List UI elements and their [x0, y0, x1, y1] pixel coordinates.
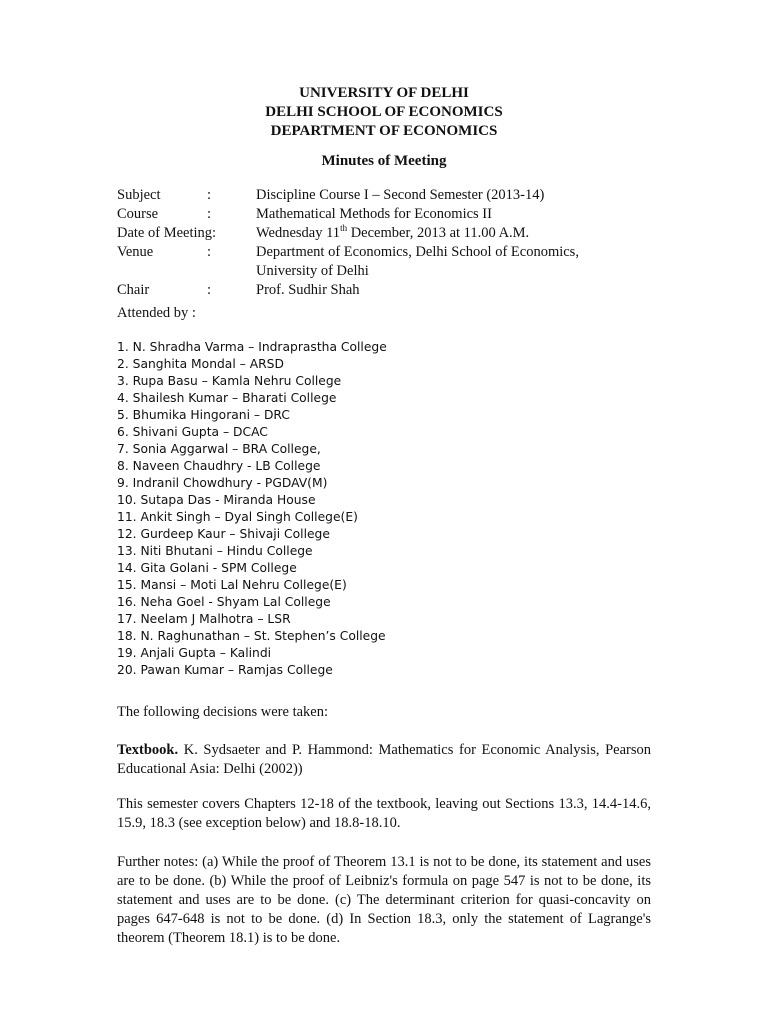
- list-item: 9. Indranil Chowdhury - PGDAV(M): [117, 476, 328, 490]
- list-item: 17. Neelam J Malhotra – LSR: [117, 612, 291, 626]
- list-item: 11. Ankit Singh – Dyal Singh College(E): [117, 510, 358, 524]
- chair-row: [117, 281, 657, 300]
- course-label: Course: [117, 206, 159, 222]
- subject-row: [117, 186, 657, 205]
- chair-colon: :: [207, 282, 212, 298]
- decisions-intro: The following decisions were taken:: [117, 704, 328, 720]
- chair-value: Prof. Sudhir Shah: [256, 282, 360, 298]
- list-item: 2. Sanghita Mondal – ARSD: [117, 357, 284, 371]
- list-item: 20. Pawan Kumar – Ramjas College: [117, 663, 333, 677]
- coverage-paragraph: This semester covers Chapters 12-18 of the textbook, leaving out Sections 13.3, 14.4-14.6, 15.9, 18.3 (see exception below) and 18.8-18.10.: [117, 796, 651, 831]
- list-item: 4. Shailesh Kumar – Bharati College: [117, 391, 337, 405]
- subject-value: Discipline Course I – Second Semester (2013-14): [256, 187, 545, 203]
- course-value: Mathematical Methods for Economics II: [256, 206, 492, 222]
- venue-value-line2: University of Delhi: [256, 263, 369, 279]
- list-item: 16. Neha Goel - Shyam Lal College: [117, 595, 331, 609]
- notes-paragraph: Further notes: (a) While the proof of Theorem 13.1 is not to be done, its statement and uses are to be done. (b) While the proof of Leibniz's formula on page 547 is not to be done, its statement and uses are to be done. (c) The determinant criterion for quasi-concavity on pages 647-648 is not to be done. (d) In Section 18.3, only the statement of Lagrange's theorem (Theorem 18.1) is to be done.: [117, 854, 651, 946]
- date-row: [117, 224, 657, 243]
- textbook-label: Textbook.: [117, 742, 179, 758]
- venue-value: [256, 243, 656, 281]
- attended-by-heading: Attended by :: [117, 305, 196, 321]
- textbook-paragraph: [117, 741, 651, 779]
- venue-colon: :: [207, 244, 212, 260]
- date-value-ordinal: th: [340, 223, 348, 233]
- venue-value-line1: Department of Economics, Delhi School of Economics,: [256, 244, 579, 260]
- textbook-text: K. Sydsaeter and P. Hammond: Mathematics for Economic Analysis, Pearson Educational Asia: Delhi (2002)): [117, 742, 651, 777]
- list-item: 18. N. Raghunathan – St. Stephen’s College: [117, 629, 386, 643]
- course-row: [117, 205, 657, 224]
- document-header: [0, 84, 768, 141]
- page-title: Minutes of Meeting: [321, 153, 447, 169]
- attendee-list: [117, 339, 387, 679]
- list-item: 6. Shivani Gupta – DCAC: [117, 425, 268, 439]
- meeting-details: [117, 186, 657, 300]
- school-name: DELHI SCHOOL OF ECONOMICS: [265, 104, 503, 120]
- list-item: 12. Gurdeep Kaur – Shivaji College: [117, 527, 330, 541]
- list-item: 8. Naveen Chaudhry - LB College: [117, 459, 321, 473]
- department-name: DEPARTMENT OF ECONOMICS: [270, 123, 498, 139]
- list-item: 13. Niti Bhutani – Hindu College: [117, 544, 313, 558]
- subject-colon: :: [207, 187, 212, 203]
- date-value-rest: December, 2013 at 11.00 A.M.: [347, 225, 530, 241]
- list-item: 19. Anjali Gupta – Kalindi: [117, 646, 272, 660]
- list-item: 7. Sonia Aggarwal – BRA College,: [117, 442, 321, 456]
- list-item: 15. Mansi – Moti Lal Nehru College(E): [117, 578, 347, 592]
- list-item: 1. N. Shradha Varma – Indraprastha College: [117, 340, 387, 354]
- university-name: UNIVERSITY OF DELHI: [299, 85, 469, 101]
- subject-label: Subject: [117, 187, 161, 203]
- list-item: 14. Gita Golani - SPM College: [117, 561, 297, 575]
- date-value-day: Wednesday 11: [256, 225, 341, 241]
- venue-row: [117, 243, 657, 281]
- venue-label: Venue: [117, 244, 154, 260]
- chair-label: Chair: [117, 282, 150, 298]
- date-value: [256, 224, 656, 243]
- date-label: Date of Meeting:: [117, 225, 217, 241]
- list-item: 5. Bhumika Hingorani – DRC: [117, 408, 290, 422]
- course-colon: :: [207, 206, 212, 222]
- list-item: 10. Sutapa Das - Miranda House: [117, 493, 316, 507]
- list-item: 3. Rupa Basu – Kamla Nehru College: [117, 374, 342, 388]
